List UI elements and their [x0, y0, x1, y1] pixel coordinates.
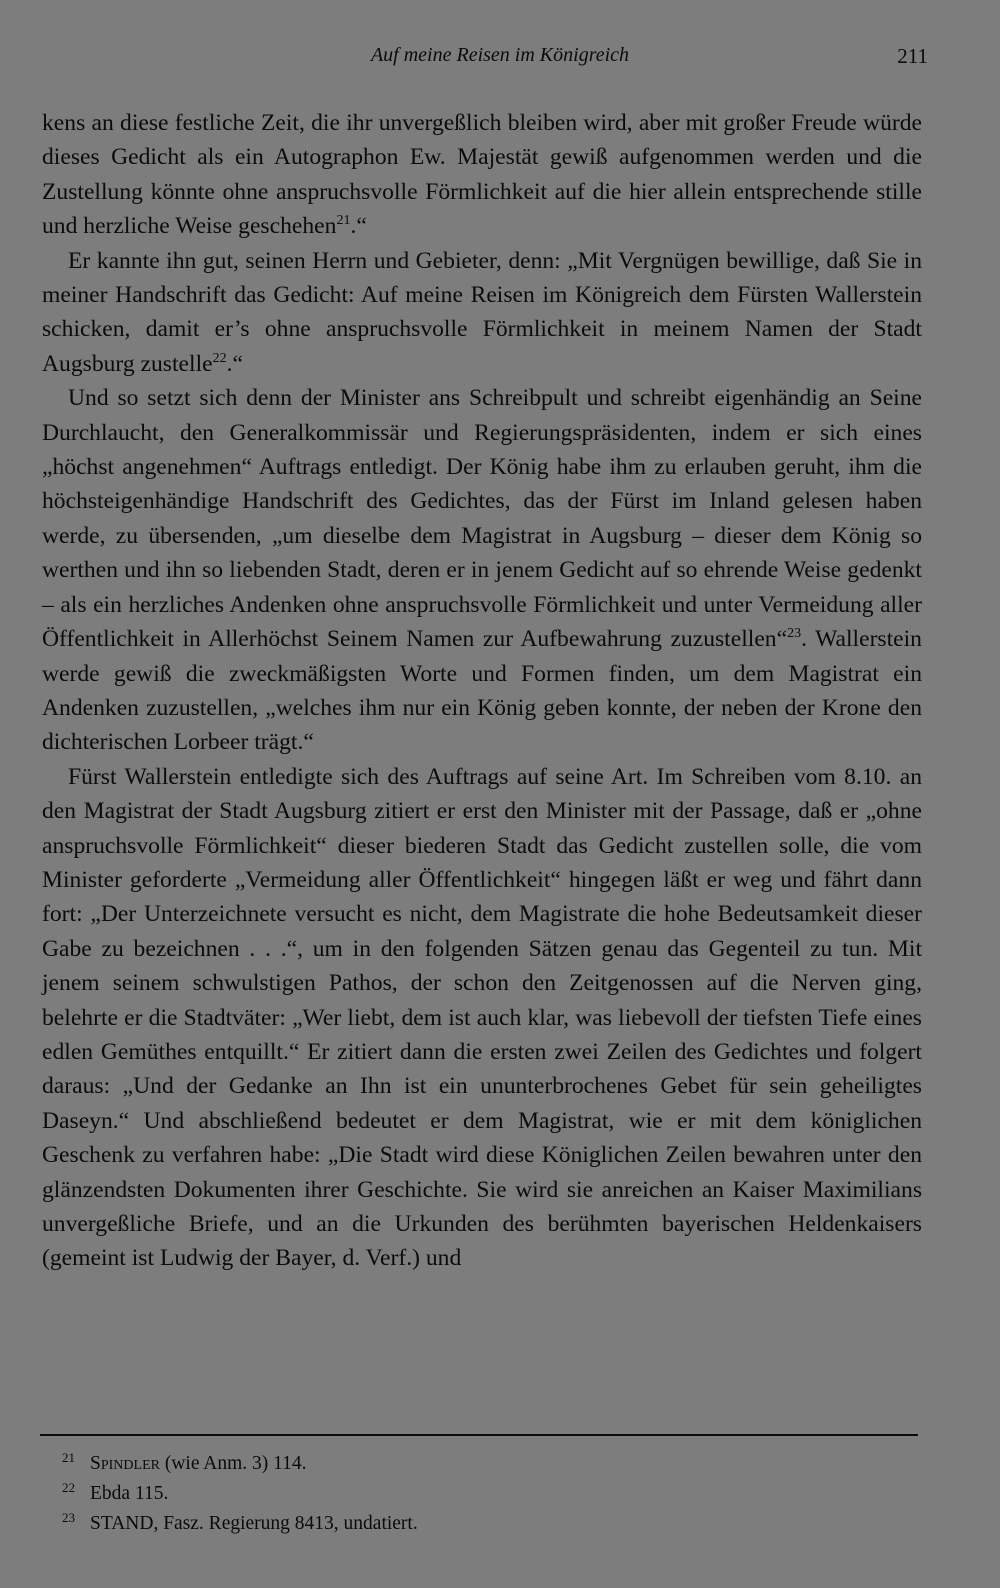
footnote-number: 22	[62, 1480, 75, 1495]
paragraph-3	[42, 381, 922, 759]
paragraph-text: Und so setzt sich denn der Minister ans Schreibpult und schreibt eigenhändig an Seine Durchlaucht, den Generalkommissär und Regierungspräsidenten, indem er sich eines „höchst angenehmen“ Auftrags entledigt. Der König habe ihm zu erlauben geruht, ihm die höchsteigenhändige Handschrift des Gedichtes, das der Fürst im Inland gelesen haben werde, zu übersenden, „um dieselbe dem Magistrat in Augsburg – dieser dem König so werthen und ihn so liebenden Stadt, deren er in jenem Gedicht auf so ehrende Weise gedenkt – als ein herzliches Andenken ohne anspruchsvolle Förmlichkeit und unter Vermeidung aller Öffentlichkeit in Allerhöchst Seinem Namen zur Aufbewahrung zuzustellen“	[42, 385, 922, 653]
page-number: 211	[897, 44, 928, 68]
paragraph-text: Er kannte ihn gut, seinen Herrn und Gebieter, denn: „Mit Vergnügen bewillige, daß Sie in meiner Handschrift das Gedicht: Auf meine Reisen im Königreich dem Fürsten Wallerstein schicken, damit er’s ohne anspruchsvolle Förmlichkeit in meinem Namen der Stadt Augsburg zustelle	[42, 247, 922, 377]
paragraph-text: . Wallerstein werde gewiß die zweckmäßigsten Worte und Formen finden, um dem Magistrat ein Andenken zuzustellen, „welches ihm nur ein König geben konnte, der neben der Krone den dichterischen Lorbeer trägt.“	[42, 626, 922, 756]
footnote-ref-21: 21	[336, 213, 351, 229]
footnote-divider	[40, 1434, 918, 1436]
footnote-21	[62, 1446, 762, 1476]
paragraph-text: .“	[226, 350, 243, 377]
footnote-ref-22: 22	[212, 350, 227, 366]
paragraph-text: .“	[350, 213, 367, 240]
footnote-ref-23: 23	[787, 626, 802, 642]
paragraph-text: Fürst Wallerstein entledigte sich des Auftrags auf seine Art. Im Schreiben vom 8.10. an den Magistrat der Stadt Augsburg zitiert er erst den Minister mit der Passage, daß er „ohne anspruchsvolle Förmlichkeit“ dieser biederen Stadt das Gedicht zustellen solle, die vom Minister geforderte „Vermeidung aller Öffentlichkeit“ hingegen läßt er weg und fährt dann fort: „Der Unterzeichnete versucht es nicht, dem Magistrate die hohe Bedeutsamkeit dieser Gabe zu bezeichnen . . .“, um in den folgenden Sätzen genau das Gegenteil zu tun. Mit jenem seinem schwulstigen Pathos, der schon den Zeitgenossen auf die Nerven ging, belehrte er die Stadtväter: „Wer liebt, dem ist auch klar, was liebevoll der tiefsten Tiefe eines edlen Gemüthes entquillt.“ Er zitiert dann die ersten zwei Zeilen des Gedichtes und folgert daraus: „Und der Gedanke an Ihn ist ein ununterbrochenes Gebet für sein geheiligtes Daseyn.“ Und abschließend bedeutet er dem Magistrat, wie er mit dem königlichen Geschenk zu verfahren habe: „Die Stadt wird diese Königlichen Zeilen bewahren unter den glänzendsten Dokumenten ihrer Geschichte. Sie wird sie anreichen an Kaiser Maximilians unvergeßliche Briefe, und an die Urkunden des berühmten bayerischen Heldenkaisers (gemeint ist Ludwig der Bayer, d. Verf.) und	[42, 763, 922, 1272]
body-text	[42, 106, 922, 1276]
paragraph-4	[42, 760, 922, 1276]
paragraph-text: kens an diese festliche Zeit, die ihr unvergeßlich bleiben wird, aber mit großer Freude würde dieses Gedicht als ein Autographon Ew. Majestät gewiß aufgenommen werden und die Zustellung könnte ohne anspruchsvolle Förmlichkeit auf die hier allein entsprechende stille und herzliche Weise geschehen	[42, 110, 922, 240]
footnote-text: Ebda 115.	[90, 1483, 169, 1504]
footnote-text: (wie Anm. 3) 114.	[159, 1453, 307, 1474]
footnote-number: 21	[62, 1450, 75, 1465]
running-title: Auf meine Reisen im Königreich	[370, 44, 630, 66]
footnote-text: STAND, Fasz. Regierung 8413, undatiert.	[90, 1513, 418, 1534]
footnote-22	[62, 1476, 762, 1506]
footnote-number: 23	[62, 1510, 75, 1525]
footnotes	[62, 1446, 762, 1536]
paragraph-2	[42, 244, 922, 382]
footnote-23	[62, 1506, 762, 1536]
footnote-author: Spindler	[90, 1453, 160, 1474]
paragraph-1	[42, 106, 922, 244]
